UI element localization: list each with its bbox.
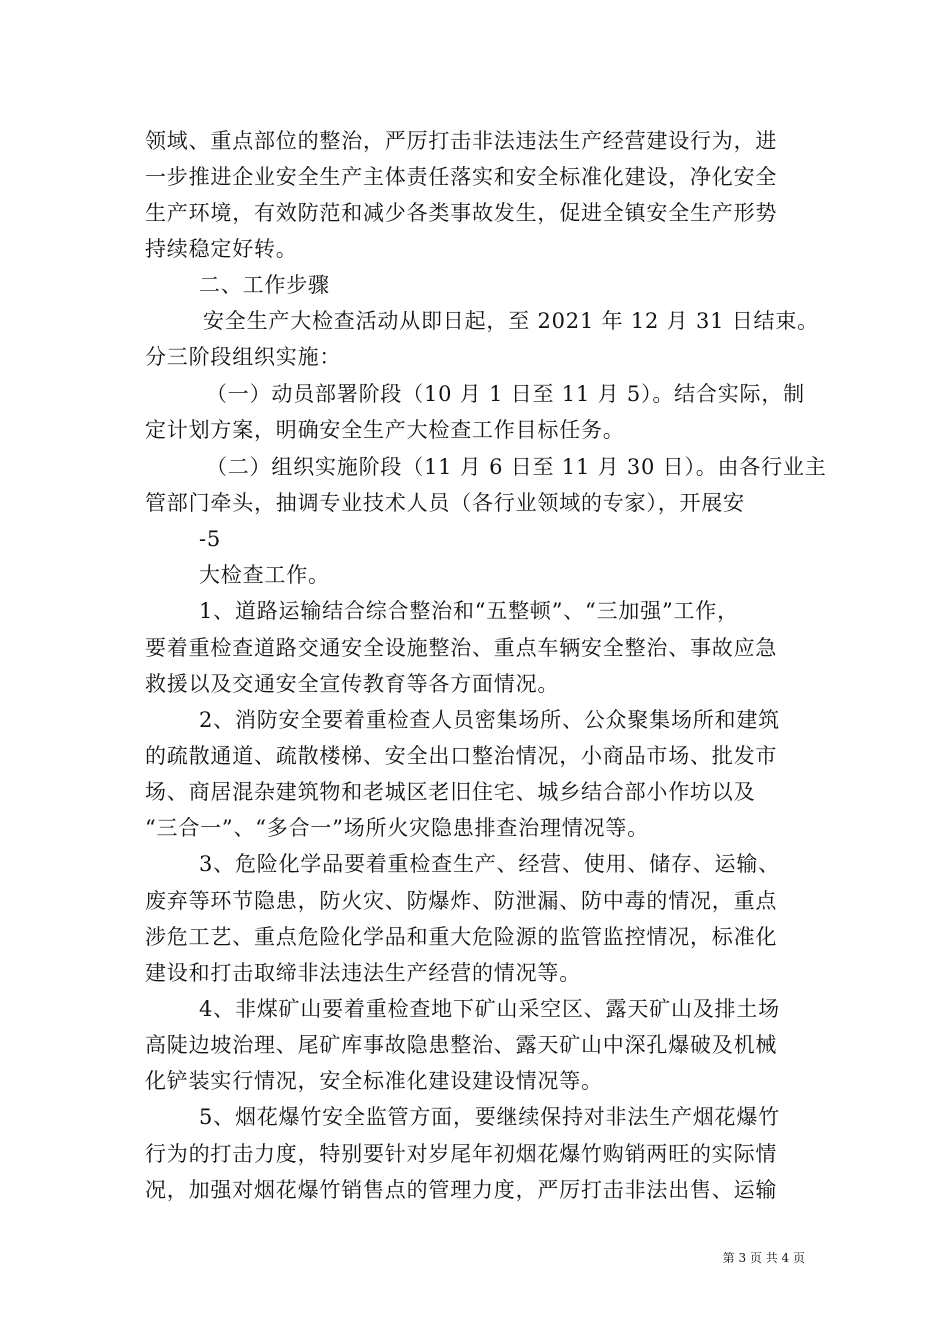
list-item-line: 的疏散通道、疏散楼梯、安全出口整治情况，小商品市场、批发市 [145, 744, 778, 768]
page-marker: -5 [199, 527, 222, 551]
list-item-line: 场、商居混杂建筑物和老城区老旧住宅、城乡结合部小作坊以及 [145, 780, 756, 804]
paragraph-line: （二）组织实施阶段（11 月 6 日至 11 月 30 日）。由各行业主 [206, 455, 827, 479]
list-item-line: 5、烟花爆竹安全监管方面，要继续保持对非法生产烟花爆竹 [199, 1105, 780, 1129]
list-item-line: 建设和打击取缔非法违法生产经营的情况等。 [145, 961, 581, 985]
paragraph-line: 领域、重点部位的整治，严厉打击非法违法生产经营建设行为，进 [145, 129, 778, 153]
paragraph-line: 一步推进企业安全生产主体责任落实和安全标准化建设，净化安全 [145, 165, 778, 189]
list-item-line: 行为的打击力度，特别要针对岁尾年初烟花爆竹购销两旺的实际情 [145, 1142, 778, 1166]
list-item-line: “三合一”、“多合一”场所火灾隐患排查治理情况等。 [145, 816, 649, 840]
list-item-line: 况，加强对烟花爆竹销售点的管理力度，严厉打击非法出售、运输 [145, 1178, 778, 1202]
list-item-line: 高陡边坡治理、尾矿库事故隐患整治、露天矿山中深孔爆破及机械 [145, 1033, 778, 1057]
list-item-line: 化铲装实行情况，安全标准化建设建设情况等。 [145, 1069, 603, 1093]
paragraph-line: 大检查工作。 [199, 563, 330, 587]
list-item-line: 4、非煤矿山要着重检查地下矿山采空区、露天矿山及排土场 [199, 997, 780, 1021]
paragraph-line: 分三阶段组织实施： [145, 345, 342, 369]
list-item-line: 废弃等环节隐患，防火灾、防爆炸、防泄漏、防中毒的情况，重点 [145, 889, 778, 913]
paragraph-line: 生产环境，有效防范和减少各类事故发生，促进全镇安全生产形势 [145, 201, 778, 225]
list-item-line: 要着重检查道路交通安全设施整治、重点车辆安全整治、事故应急 [145, 636, 778, 660]
list-item-line: 救援以及交通安全宣传教育等各方面情况。 [145, 672, 560, 696]
list-item-line: 1、道路运输结合综合整治和“五整顿”、“三加强”工作， [199, 599, 739, 623]
section-heading: 二、工作步骤 [199, 273, 330, 297]
list-item-line: 3、危险化学品要着重检查生产、经营、使用、储存、运输、 [199, 852, 780, 876]
paragraph-line: 持续稳定好转。 [145, 237, 298, 261]
paragraph-line: 定计划方案，明确安全生产大检查工作目标任务。 [145, 418, 625, 442]
paragraph-line: 管部门牵头，抽调专业技术人员（各行业领域的专家），开展安 [145, 491, 745, 515]
page-footer: 第 3 页 共 4 页 [722, 1251, 805, 1265]
paragraph-line: 安全生产大检查活动从即日起，至 2021 年 12 月 31 日结束。 [203, 309, 819, 333]
paragraph-line: （一）动员部署阶段（10 月 1 日至 11 月 5）。结合实际，制 [206, 382, 805, 406]
list-item-line: 涉危工艺、重点危险化学品和重大危险源的监管监控情况，标准化 [145, 925, 778, 949]
list-item-line: 2、消防安全要着重检查人员密集场所、公众聚集场所和建筑 [199, 708, 780, 732]
